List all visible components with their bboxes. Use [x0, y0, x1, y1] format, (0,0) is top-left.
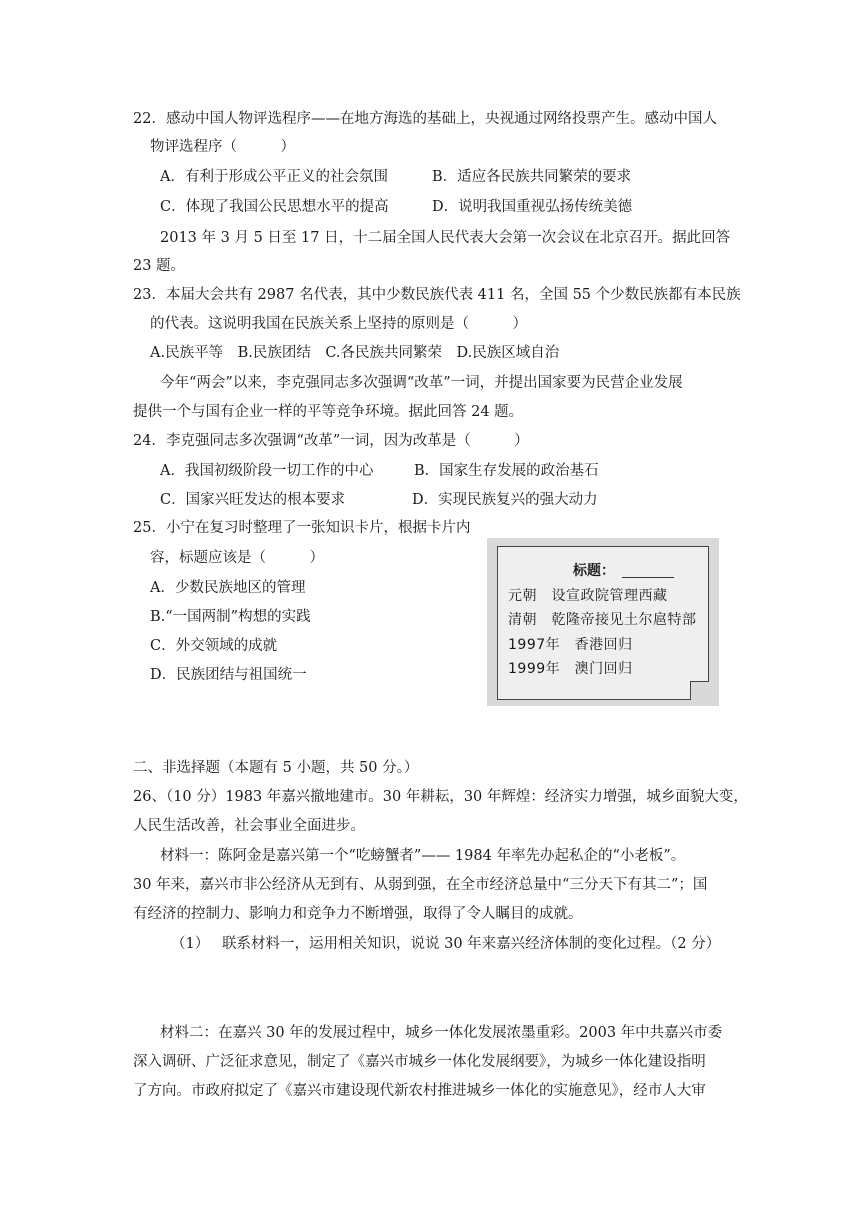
- q26-sub1-number: （1）: [171, 936, 210, 952]
- q25-option-d: D．民族团结与祖国统一: [150, 667, 307, 683]
- card-line-1: 元朝 设宣政院管理西藏: [508, 588, 668, 604]
- intro24-line2: 提供一个与国有企业一样的平等竞争环境。据此回答 24 题。: [133, 404, 524, 420]
- q22-option-d: D．说明我国重视弘扬传统美德: [432, 199, 633, 215]
- q24-stem: 24．李克强同志多次强调“改革”一词，因为改革是（ ）: [133, 433, 529, 449]
- q25-stem-line2: 容，标题应该是（ ）: [150, 550, 324, 566]
- card-line-3: 1997年 香港回归: [508, 637, 633, 653]
- q26-material2-line1: 材料二：在嘉兴 30 年的发展过程中，城乡一体化发展浓墨重彩。2003 年中共嘉兴市委: [160, 1025, 723, 1041]
- q22-option-a: A．有利于形成公平正义的社会氛围: [160, 169, 388, 185]
- q26-stem-line2: 人民生活改善，社会事业全面进步。: [133, 818, 365, 834]
- knowledge-card: [487, 538, 719, 706]
- q24-option-d: D．实现民族复兴的强大动力: [412, 492, 598, 508]
- q26-material1-line1: 材料一：陈阿金是嘉兴第一个“吃螃蟹者”—— 1984 年率先办起私企的“小老板”。: [160, 848, 686, 864]
- card-title-blank: [622, 577, 674, 578]
- q22-option-b: B．适应各民族共同繁荣的要求: [432, 169, 632, 185]
- q23-stem-line1: 23．本届大会共有 2987 名代表，其中少数民族代表 411 名，全国 55 个少数民族都有本民族: [133, 287, 741, 303]
- q24-option-a: A．我国初级阶段一切工作的中心: [160, 463, 374, 479]
- q26-material1-line2: 30 年来，嘉兴市非公经济从无到有、从弱到强，在全市经济总量中“三分天下有其二”；国: [133, 877, 708, 893]
- q26-sub1-text: 联系材料一，运用相关知识，说说 30 年来嘉兴经济体制的变化过程。（2 分）: [222, 936, 721, 952]
- q25-stem-line1: 25．小宁在复习时整理了一张知识卡片，根据卡片内: [133, 520, 471, 536]
- card-note: [497, 546, 709, 700]
- q26-material1-line3: 有经济的控制力、影响力和竞争力不断增强，取得了令人瞩目的成就。: [133, 906, 583, 922]
- q22-stem-line2: 物评选程序（ ）: [150, 139, 295, 155]
- q22-stem-line1: 22．感动中国人物评选程序——在地方海选的基础上，央视通过网络投票产生。感动中国人: [133, 111, 717, 127]
- q22-option-c: C．体现了我国公民思想水平的提高: [160, 199, 389, 215]
- section2-heading: 二、非选择题（本题有 5 小题，共 50 分。）: [133, 760, 419, 776]
- q24-option-b: B．国家生存发展的政治基石: [414, 463, 599, 479]
- intro23-line2: 23 题。: [133, 258, 186, 274]
- intro23-line1: 2013 年 3 月 5 日至 17 日，十二届全国人民代表大会第一次会议在北京召开。据此回答: [160, 230, 731, 246]
- intro24-line1: 今年“两会”以来，李克强同志多次强调“改革”一词，并提出国家要为民营企业发展: [160, 375, 683, 391]
- q25-option-a: A．少数民族地区的管理: [150, 580, 306, 596]
- q26-material2-line3: 了方向。市政府拟定了《嘉兴市建设现代新农村推进城乡一体化的实施意见》，经市人大审: [133, 1083, 706, 1099]
- q24-option-c: C．国家兴旺发达的根本要求: [160, 492, 346, 508]
- q25-option-b: B.“一国两制”构想的实践: [150, 609, 311, 625]
- card-title: 标题：: [573, 563, 615, 579]
- card-line-2: 清朝 乾隆帝接见土尔扈特部: [508, 612, 697, 628]
- q26-stem-line1: 26、（10 分）1983 年嘉兴撤地建市。30 年耕耘，30 年辉煌：经济实力增强，城乡面貌大变，: [133, 789, 748, 805]
- q25-option-c: C．外交领域的成就: [150, 638, 278, 654]
- card-line-4: 1999年 澳门回归: [508, 661, 633, 677]
- q23-options: A.民族平等 B.民族团结 C.各民族共同繁荣 D.民族区域自治: [150, 345, 560, 361]
- q23-stem-line2: 的代表。这说明我国在民族关系上坚持的原则是（ ）: [150, 316, 527, 332]
- q26-material2-line2: 深入调研、广泛征求意见，制定了《嘉兴市城乡一体化发展纲要》，为城乡一体化建设指明: [133, 1054, 706, 1070]
